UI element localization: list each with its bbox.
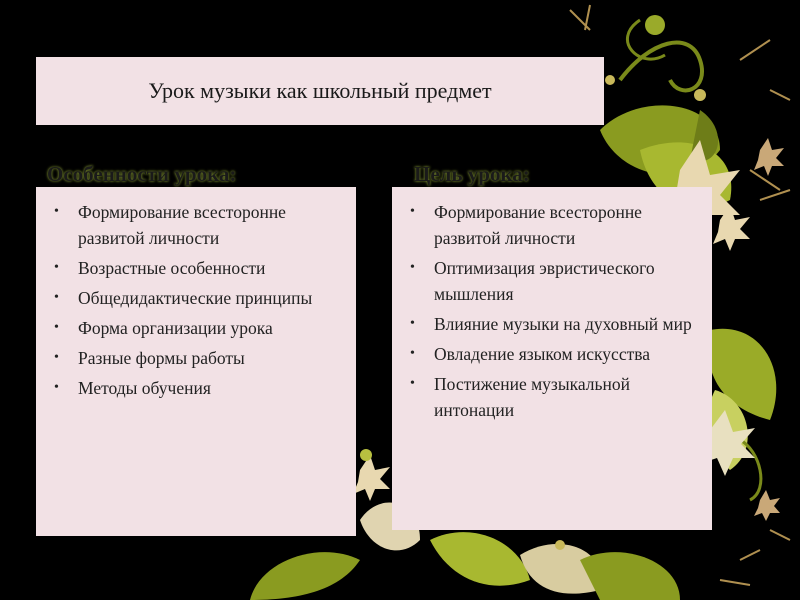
list-item <box>42 199 344 251</box>
list-item-text: Общедидактические принципы <box>78 288 313 308</box>
bullet-icon: • <box>410 204 415 219</box>
bullet-icon: • <box>410 316 415 331</box>
list-item-text: Методы обучения <box>78 378 211 398</box>
list-item <box>398 341 702 367</box>
list-item <box>398 199 702 251</box>
goals-list <box>398 199 702 423</box>
bullet-icon: • <box>54 290 59 305</box>
bullet-icon: • <box>54 320 59 335</box>
bullet-icon: • <box>54 204 59 219</box>
list-item <box>42 255 344 281</box>
list-item-text: Разные формы работы <box>78 348 245 368</box>
bullet-icon: • <box>410 346 415 361</box>
list-item <box>398 255 702 307</box>
bullet-icon: • <box>410 376 415 391</box>
list-item-text: Постижение музыкальной интонации <box>434 374 630 420</box>
list-item-text: Формирование всесторонне развитой личности <box>78 202 286 248</box>
bullet-icon: • <box>54 380 59 395</box>
list-item-text: Влияние музыки на духовный мир <box>434 314 692 334</box>
list-item-text: Оптимизация эвристического мышления <box>434 258 655 304</box>
title-box <box>36 57 604 125</box>
list-item <box>398 311 702 337</box>
list-item-text: Возрастные особенности <box>78 258 266 278</box>
bullet-icon: • <box>54 350 59 365</box>
list-item-text: Форма организации урока <box>78 318 273 338</box>
left-heading: Особенности урока: <box>47 162 237 186</box>
list-item-text: Формирование всесторонне развитой личности <box>434 202 642 248</box>
features-list <box>42 199 344 401</box>
list-item <box>42 345 344 371</box>
right-heading: Цель урока: <box>414 162 530 186</box>
list-item <box>42 375 344 401</box>
list-item <box>398 371 702 423</box>
list-item <box>42 315 344 341</box>
slide-title: Урок музыки как школьный предмет <box>148 78 492 103</box>
list-item <box>42 285 344 311</box>
list-item-text: Овладение языком искусства <box>434 344 651 364</box>
bullet-icon: • <box>54 260 59 275</box>
bullet-icon: • <box>410 260 415 275</box>
features-panel <box>36 187 356 536</box>
goals-panel <box>392 187 712 530</box>
